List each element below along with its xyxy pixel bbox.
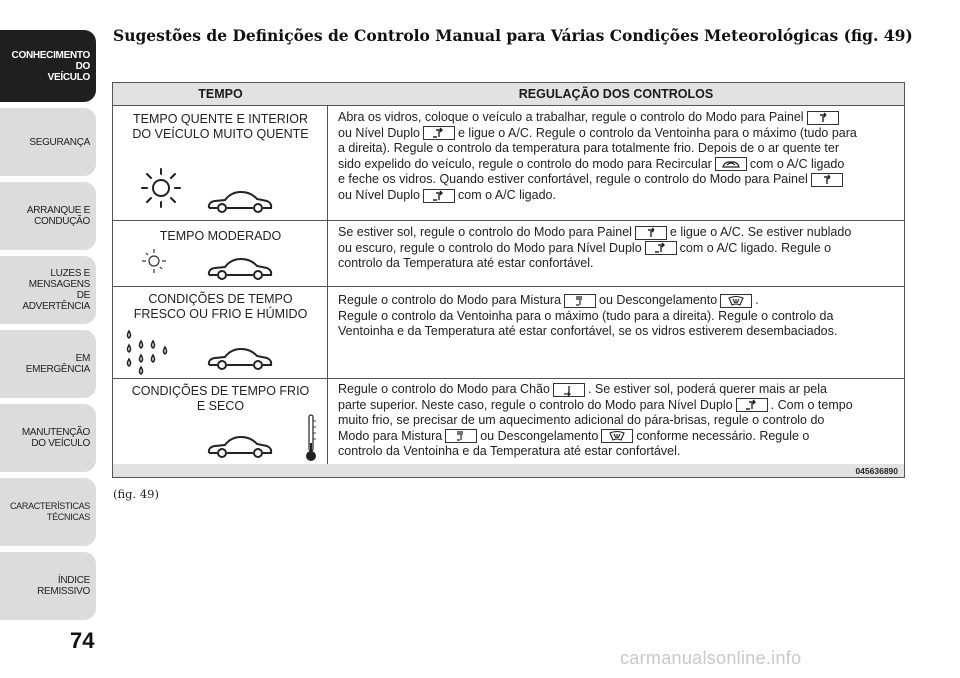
- weather-label-line: CONDIÇÕES DE TEMPO: [148, 292, 293, 306]
- controls-cell: [328, 221, 904, 286]
- car-icon: [205, 343, 275, 373]
- controls-text: ou Descongelamento: [480, 428, 599, 443]
- tab-conhecimento-do-veiculo[interactable]: [0, 30, 96, 102]
- tab-label: VEÍCULO: [47, 71, 90, 83]
- controls-text: . Com o tempo: [770, 397, 853, 412]
- controls-text: Regule o controlo da Ventoinha para o máximo (tudo para a direita). Regule o controlo da: [338, 308, 834, 323]
- tab-caracteristicas-tecnicas[interactable]: [0, 478, 96, 546]
- sun-icon: [137, 245, 171, 277]
- weather-label-line: CONDIÇÕES DE TEMPO FRIO: [131, 384, 310, 398]
- controls-text: com o A/C ligado: [749, 156, 845, 171]
- tab-label: EM: [75, 353, 90, 364]
- controls-text: muito frio, se precisar de um aquecimento adicional do pára-brisas, regule o controlo do: [338, 413, 825, 428]
- mix-mode-icon: [445, 429, 477, 443]
- bilevel-mode-icon: [736, 398, 768, 412]
- raindrops-icon: [121, 327, 171, 375]
- controls-cell: [328, 287, 904, 378]
- weather-cell: [113, 106, 328, 220]
- controls-text: e ligue o A/C. Regule o controlo da Ventoinha para o máximo (tudo para: [458, 125, 857, 140]
- defrost-icon: [601, 429, 633, 443]
- controls-text: parte superior. Neste caso, regule o controlo do Modo para Nível Duplo: [338, 397, 733, 412]
- tab-label: CONHECIMENTO: [11, 49, 90, 61]
- weather-cell: [113, 379, 328, 464]
- controls-text: com o A/C ligado.: [458, 187, 556, 202]
- controls-text: ou escuro, regule o controlo do Modo para Nível Duplo: [338, 240, 642, 255]
- controls-text: sido expelido do veículo, regule o controlo do modo para Recircular: [338, 156, 712, 171]
- controls-text: controlo da Temperatura até estar confortável.: [338, 256, 594, 271]
- controls-text: Regule o controlo do Modo para Chão: [338, 382, 550, 396]
- controls-text: ou Descongelamento: [599, 293, 718, 307]
- tab-arranque-e-conducao[interactable]: [0, 182, 96, 250]
- weather-label: [113, 292, 328, 322]
- thermometer-icon: [303, 413, 319, 463]
- bilevel-mode-icon: [645, 241, 677, 255]
- panel-mode-icon: [811, 173, 843, 187]
- tab-label: LUZES E: [50, 268, 90, 279]
- tab-label: SEGURANÇA: [29, 136, 90, 148]
- controls-text: ou Nível Duplo: [338, 125, 420, 140]
- controls-text: a direita). Regule o controlo da temperatura para totalmente frio. Depois de o ar quente ter: [338, 141, 839, 156]
- tab-label: MANUTENÇÃO: [21, 427, 90, 438]
- controls-text: com o A/C ligado. Regule o: [679, 240, 832, 255]
- controls-cell: [328, 106, 904, 220]
- table-row-cool-humid: [113, 286, 904, 378]
- weather-label-line: E SECO: [196, 399, 245, 413]
- page-number: 74: [70, 628, 95, 653]
- tab-indice-remissivo[interactable]: [0, 552, 96, 620]
- tab-label: CARACTERÍSTICAS: [9, 501, 90, 511]
- weather-label-line: TEMPO QUENTE E INTERIOR: [132, 112, 308, 126]
- controls-text: ou Nível Duplo: [338, 187, 420, 202]
- weather-label-line: FRESCO OU FRIO E HÚMIDO: [133, 307, 308, 321]
- table-row-hot: [113, 105, 904, 220]
- tab-label: DO: [75, 60, 90, 72]
- section-heading: Sugestões de Definições de Controlo Manual para Várias Condições Meteorológicas (fig. 49): [113, 26, 913, 45]
- tab-label: ÍNDICE: [57, 575, 90, 586]
- car-icon: [205, 431, 275, 461]
- tab-seguranca[interactable]: [0, 108, 96, 176]
- figure-code: 045636890: [855, 466, 898, 476]
- controls-text: controlo da Ventoinha e da Temperatura até estar confortável.: [338, 444, 681, 459]
- weather-label-line: DO VEÍCULO MUITO QUENTE: [132, 127, 309, 141]
- car-icon: [205, 186, 275, 216]
- tab-label: ARRANQUE E: [26, 205, 90, 216]
- recirculate-icon: [715, 157, 747, 171]
- tab-label: EMERGÊNCIA: [25, 364, 90, 375]
- floor-mode-icon: [553, 383, 585, 397]
- tab-em-emergencia[interactable]: [0, 330, 96, 398]
- weather-cell: [113, 287, 328, 378]
- defrost-icon: [720, 294, 752, 308]
- controls-text: Se estiver sol, regule o controlo do Modo para Painel: [338, 225, 632, 239]
- mix-mode-icon: [564, 294, 596, 308]
- tab-label: REMISSIVO: [37, 586, 90, 597]
- panel-mode-icon: [635, 226, 667, 240]
- table-row-cold-dry: [113, 378, 904, 464]
- controls-text: e ligue o A/C. Se estiver nublado: [669, 225, 852, 239]
- tab-manutencao-do-veiculo[interactable]: [0, 404, 96, 472]
- controls-text: conforme necessário. Regule o: [636, 428, 810, 443]
- controls-cell: [328, 379, 904, 464]
- controls-text: . Se estiver sol, poderá querer mais ar pela: [587, 382, 827, 396]
- weather-label: TEMPO MODERADO: [159, 229, 282, 243]
- tab-label: ADVERTÊNCIA: [22, 301, 90, 312]
- controls-text: Ventoinha e da Temperatura até estar confortável, se os vidros estiverem desembaciados.: [338, 324, 838, 339]
- section-tabs: [0, 0, 100, 678]
- bilevel-mode-icon: [423, 189, 455, 203]
- column-header-weather: TEMPO: [198, 87, 243, 101]
- tab-label: CONDUÇÃO: [34, 216, 90, 227]
- car-icon: [205, 253, 275, 283]
- tab-label: DE: [76, 290, 90, 301]
- controls-text: Abra os vidros, coloque o veículo a trabalhar, regule o controlo do Modo para Painel: [338, 110, 804, 124]
- figure-caption: (fig. 49): [113, 487, 159, 501]
- controls-text: e feche os vidros. Quando estiver confortável, regule o controlo do Modo para Painel: [338, 172, 808, 187]
- bilevel-mode-icon: [423, 126, 455, 140]
- column-header-controls: REGULAÇÃO DOS CONTROLOS: [518, 87, 714, 101]
- table-row-moderate: [113, 220, 904, 286]
- tab-label: DO VEÍCULO: [31, 438, 90, 449]
- controls-text: Modo para Mistura: [338, 428, 443, 443]
- controls-text: Regule o controlo do Modo para Mistura: [338, 293, 562, 307]
- weather-label: [113, 384, 328, 414]
- controls-text: .: [755, 293, 759, 307]
- watermark: carmanualsonline.info: [620, 648, 802, 668]
- weather-cell: [113, 221, 328, 286]
- panel-mode-icon: [807, 111, 839, 125]
- climate-settings-figure: [112, 82, 905, 478]
- weather-label: [113, 112, 328, 142]
- tab-label: TÉCNICAS: [46, 512, 90, 522]
- sun-icon: [137, 166, 185, 210]
- tab-luzes-e-mensagens[interactable]: [0, 256, 96, 324]
- tab-label: MENSAGENS: [28, 279, 90, 290]
